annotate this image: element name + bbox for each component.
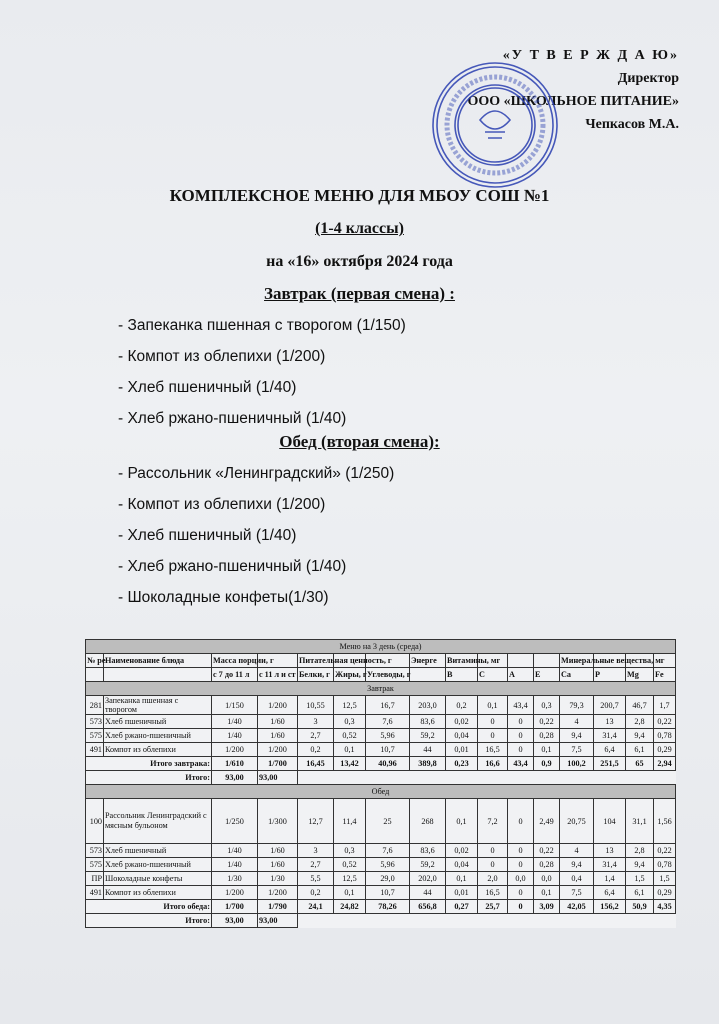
- table-cell: [508, 654, 534, 668]
- table-cell: 0,9: [534, 757, 560, 771]
- table-cell: Ca: [560, 668, 594, 682]
- table-cell: 4: [560, 715, 594, 729]
- table-cell: 29,0: [366, 872, 410, 886]
- table-cell: 1/150: [212, 696, 258, 715]
- table-cell: 0,2: [298, 743, 334, 757]
- table-cell: [410, 668, 446, 682]
- table-cell: 46,7: [626, 696, 654, 715]
- table-cell: 31,4: [594, 858, 626, 872]
- table-cell: 59,2: [410, 729, 446, 743]
- list-item: - Хлеб пшеничный (1/40): [118, 527, 297, 544]
- table-cell: Наименование блюда: [104, 654, 212, 668]
- approval-name: Чепкасов М.А.: [585, 117, 679, 132]
- table-row: [86, 844, 676, 858]
- breakfast-heading: Завтрак (первая смена) :: [264, 284, 455, 303]
- table-cell: 3,09: [534, 900, 560, 914]
- table-cell: с 7 до 11 л: [212, 668, 258, 682]
- table-cell: Итого завтрака:: [86, 757, 212, 771]
- table-cell: 1,7: [654, 696, 676, 715]
- table-cell: 1/40: [212, 844, 258, 858]
- table-cell: 200,7: [594, 696, 626, 715]
- table-cell: 16,5: [478, 743, 508, 757]
- table-cell: Витамины, мг: [446, 654, 478, 668]
- table-cell: 13: [594, 715, 626, 729]
- table-cell: 1,4: [594, 872, 626, 886]
- table-cell: 0,1: [446, 799, 478, 844]
- table-cell: 9,4: [626, 729, 654, 743]
- table-cell: Fe: [654, 668, 676, 682]
- table-cell: 7,5: [560, 886, 594, 900]
- table-cell: 93,00: [258, 914, 298, 928]
- table-cell: 0: [508, 844, 534, 858]
- table-cell: 0,02: [446, 844, 478, 858]
- table-cell: 1/250: [212, 799, 258, 844]
- table-cell: 13,42: [334, 757, 366, 771]
- table-cell: 575: [86, 729, 104, 743]
- table-cell: 0,0: [534, 872, 560, 886]
- table-cell: 2,7: [298, 729, 334, 743]
- table-cell: 12,5: [334, 696, 366, 715]
- table-cell: 59,2: [410, 858, 446, 872]
- table-row: [86, 886, 676, 900]
- table-cell: 0: [508, 729, 534, 743]
- table-cell: 0,29: [654, 886, 676, 900]
- table-cell: 0,3: [334, 715, 366, 729]
- table-row: [86, 743, 676, 757]
- table-cell: 0,52: [334, 858, 366, 872]
- table-cell: 50,9: [626, 900, 654, 914]
- table-cell: 0,1: [534, 886, 560, 900]
- table-cell: 0: [508, 900, 534, 914]
- table-cell: 1,56: [654, 799, 676, 844]
- table-cell: 0,22: [534, 844, 560, 858]
- table-cell: [104, 668, 212, 682]
- table-row: [86, 872, 676, 886]
- table-cell: 1/40: [212, 729, 258, 743]
- table-cell: 10,55: [298, 696, 334, 715]
- table-cell: 0,22: [654, 844, 676, 858]
- table-total-row: [86, 757, 676, 771]
- company-seal-icon: [430, 60, 560, 190]
- table-cell: 3: [298, 844, 334, 858]
- table-caption-row: [86, 640, 676, 654]
- table-cell: B: [446, 668, 478, 682]
- table-cell: A: [508, 668, 534, 682]
- table-cell: 4: [560, 844, 594, 858]
- list-item: - Компот из облепихи (1/200): [118, 348, 326, 365]
- table-cell: 25: [366, 799, 410, 844]
- table-cell: Белки, г: [298, 668, 334, 682]
- table-cell: 1/300: [258, 799, 298, 844]
- table-cell: 0: [478, 715, 508, 729]
- table-cell: 13: [594, 844, 626, 858]
- table-cell: 3: [298, 715, 334, 729]
- table-cell: E: [534, 668, 560, 682]
- table-cell: 12,7: [298, 799, 334, 844]
- table-cell: 6,4: [594, 743, 626, 757]
- table-cell: 1/200: [258, 696, 298, 715]
- table-cell: 0: [478, 844, 508, 858]
- table-cell: 1/30: [258, 872, 298, 886]
- table-cell: 4,35: [654, 900, 676, 914]
- table-cell: 9,4: [626, 858, 654, 872]
- table-cell: 0,22: [654, 715, 676, 729]
- list-item: - Компот из облепихи (1/200): [118, 496, 326, 513]
- table-cell: 20,75: [560, 799, 594, 844]
- table-cell: 16,6: [478, 757, 508, 771]
- table-cell: 7,6: [366, 844, 410, 858]
- table-cell: 0,2: [446, 696, 478, 715]
- table-cell: 0,27: [446, 900, 478, 914]
- table-cell: 0,78: [654, 858, 676, 872]
- approval-heading: «У Т В Е Р Ж Д А Ю»: [502, 48, 679, 63]
- table-cell: Масса порции, г: [212, 654, 258, 668]
- table-cell: 0,0: [508, 872, 534, 886]
- table-cell: 44: [410, 743, 446, 757]
- table-cell: 1/200: [212, 743, 258, 757]
- table-cell: 2,8: [626, 844, 654, 858]
- table-cell: 268: [410, 799, 446, 844]
- lunch-heading: Обед (вторая смена):: [279, 432, 440, 451]
- table-cell: 202,0: [410, 872, 446, 886]
- table-cell: 5,96: [366, 858, 410, 872]
- table-cell: 16,7: [366, 696, 410, 715]
- table-cell: 281: [86, 696, 104, 715]
- table-cell: 40,96: [366, 757, 410, 771]
- table-cell: 1,5: [626, 872, 654, 886]
- table-cell: 1/40: [212, 715, 258, 729]
- table-row: [86, 729, 676, 743]
- table-cell: 251,5: [594, 757, 626, 771]
- table-cell: 0: [508, 715, 534, 729]
- table-cell: Рассольник Ленинградский с мясным бульоном: [104, 799, 212, 844]
- list-item: - Шоколадные конфеты(1/30): [118, 589, 329, 606]
- table-cell: Компот из облепихи: [104, 743, 212, 757]
- table-cell: 1,5: [654, 872, 676, 886]
- table-cell: 31,4: [594, 729, 626, 743]
- table-cell: 0,1: [446, 872, 478, 886]
- table-cell: 31,1: [626, 799, 654, 844]
- table-cell: 9,4: [560, 858, 594, 872]
- table-cell: 2,94: [654, 757, 676, 771]
- list-item: - Хлеб ржано-пшеничный (1/40): [118, 558, 347, 575]
- table-cell: 25,7: [478, 900, 508, 914]
- table-cell: 0,52: [334, 729, 366, 743]
- table-cell: 1/200: [258, 886, 298, 900]
- table-cell: 7,6: [366, 715, 410, 729]
- table-cell: 1/60: [258, 844, 298, 858]
- table-cell: Углеводы, г: [366, 668, 410, 682]
- table-cell: Шоколадные конфеты: [104, 872, 212, 886]
- table-cell: 203,0: [410, 696, 446, 715]
- table-cell: 16,45: [298, 757, 334, 771]
- table-cell: 0,1: [334, 886, 366, 900]
- table-cell: 10,7: [366, 743, 410, 757]
- table-cell: Жиры, г: [334, 668, 366, 682]
- table-total-row: [86, 914, 676, 928]
- table-cell: 1/790: [258, 900, 298, 914]
- table-cell: 0,28: [534, 729, 560, 743]
- table-header-row: [86, 668, 676, 682]
- table-row: [86, 858, 676, 872]
- table-cell: 1/60: [258, 715, 298, 729]
- table-row: [86, 696, 676, 715]
- table-cell: 83,6: [410, 715, 446, 729]
- table-cell: 0: [508, 799, 534, 844]
- table-cell: 0,29: [654, 743, 676, 757]
- list-item: - Хлеб пшеничный (1/40): [118, 379, 297, 396]
- table-cell: 7,2: [478, 799, 508, 844]
- table-cell: 6,1: [626, 743, 654, 757]
- table-cell: 2,0: [478, 872, 508, 886]
- table-cell: Хлеб пшеничный: [104, 715, 212, 729]
- table-cell: Запеканка пшенная с творогом: [104, 696, 212, 715]
- table-cell: 7,5: [560, 743, 594, 757]
- list-item: - Рассольник «Ленинградский» (1/250): [118, 465, 395, 482]
- table-cell: 0,3: [334, 844, 366, 858]
- table-cell: 5,96: [366, 729, 410, 743]
- table-cell: 65: [626, 757, 654, 771]
- table-cell: Обед: [86, 785, 676, 799]
- table-cell: 79,3: [560, 696, 594, 715]
- table-cell: 16,5: [478, 886, 508, 900]
- table-cell: 1/40: [212, 858, 258, 872]
- table-cell: 1/700: [258, 757, 298, 771]
- table-cell: Питательная ценность, г: [298, 654, 334, 668]
- table-cell: 0: [508, 743, 534, 757]
- table-cell: 0: [478, 729, 508, 743]
- table-cell: 0,04: [446, 729, 478, 743]
- table-header-row: [86, 654, 676, 668]
- table-cell: Меню на 3 день (среда): [86, 640, 676, 654]
- section-row: [86, 682, 676, 696]
- table-cell: P: [594, 668, 626, 682]
- table-total-row: [86, 771, 676, 785]
- list-item: - Хлеб ржано-пшеничный (1/40): [118, 410, 347, 427]
- table-cell: 2,7: [298, 858, 334, 872]
- table-cell: 100: [86, 799, 104, 844]
- table-cell: 100,2: [560, 757, 594, 771]
- table-cell: 93,00: [212, 914, 258, 928]
- menu-date: на «16» октября 2024 года: [266, 253, 453, 270]
- table-cell: Энерге: [410, 654, 446, 668]
- table-cell: 24,1: [298, 900, 334, 914]
- table-cell: 491: [86, 886, 104, 900]
- table-cell: 1/700: [212, 900, 258, 914]
- table-cell: 0,04: [446, 858, 478, 872]
- lunch-list: [118, 458, 394, 613]
- table-cell: 0,3: [534, 696, 560, 715]
- table-cell: 9,4: [560, 729, 594, 743]
- table-cell: 2,8: [626, 715, 654, 729]
- table-cell: 0,78: [654, 729, 676, 743]
- table-cell: 0,01: [446, 743, 478, 757]
- table-cell: 24,82: [334, 900, 366, 914]
- table-cell: 104: [594, 799, 626, 844]
- table-cell: 1/200: [258, 743, 298, 757]
- table-row: [86, 799, 676, 844]
- table-cell: 5,5: [298, 872, 334, 886]
- table-cell: 0,01: [446, 886, 478, 900]
- table-cell: 44: [410, 886, 446, 900]
- table-cell: C: [478, 668, 508, 682]
- table-cell: 0: [508, 886, 534, 900]
- table-cell: 389,8: [410, 757, 446, 771]
- table-cell: Итого обеда:: [86, 900, 212, 914]
- table-cell: Итого:: [86, 771, 212, 785]
- table-row: [86, 715, 676, 729]
- table-cell: 11,4: [334, 799, 366, 844]
- table-cell: 78,26: [366, 900, 410, 914]
- table-cell: 83,6: [410, 844, 446, 858]
- table-cell: 0: [478, 858, 508, 872]
- table-cell: 1/60: [258, 858, 298, 872]
- table-cell: 93,00: [212, 771, 258, 785]
- table-cell: 656,8: [410, 900, 446, 914]
- page-title: КОМПЛЕКСНОЕ МЕНЮ ДЛЯ МБОУ СОШ №1: [169, 186, 550, 205]
- table-cell: Mg: [626, 668, 654, 682]
- table-cell: 0,22: [534, 715, 560, 729]
- table-cell: 0,1: [334, 743, 366, 757]
- table-cell: 0,1: [534, 743, 560, 757]
- table-cell: 0,28: [534, 858, 560, 872]
- table-cell: 6,4: [594, 886, 626, 900]
- table-cell: 42,05: [560, 900, 594, 914]
- table-cell: 0,23: [446, 757, 478, 771]
- table-cell: 1/30: [212, 872, 258, 886]
- approval-company: ООО «ШКОЛЬНОЕ ПИТАНИЕ»: [467, 94, 679, 109]
- table-cell: 0,02: [446, 715, 478, 729]
- table-cell: 10,7: [366, 886, 410, 900]
- table-cell: 0,1: [478, 696, 508, 715]
- table-cell: 2,49: [534, 799, 560, 844]
- table-cell: [534, 654, 560, 668]
- table-cell: 573: [86, 715, 104, 729]
- approval-position: Директор: [617, 71, 679, 86]
- table-cell: 0,4: [560, 872, 594, 886]
- table-cell: 93,00: [258, 771, 298, 785]
- section-row: [86, 785, 676, 799]
- table-cell: 575: [86, 858, 104, 872]
- table-cell: Минеральные вещества, мг: [560, 654, 594, 668]
- table-cell: 43,4: [508, 757, 534, 771]
- table-cell: 6,1: [626, 886, 654, 900]
- nutrition-table: [85, 639, 676, 928]
- table-cell: 491: [86, 743, 104, 757]
- table-cell: 1/60: [258, 729, 298, 743]
- table-cell: 156,2: [594, 900, 626, 914]
- table-cell: с 11 л и ст: [258, 668, 298, 682]
- table-cell: ПР: [86, 872, 104, 886]
- table-cell: Компот из облепихи: [104, 886, 212, 900]
- table-cell: 12,5: [334, 872, 366, 886]
- table-cell: 0,2: [298, 886, 334, 900]
- table-total-row: [86, 900, 676, 914]
- list-item: - Запеканка пшенная с творогом (1/150): [118, 317, 406, 334]
- table-cell: Хлеб ржано-пшеничный: [104, 729, 212, 743]
- table-cell: № ре: [86, 654, 104, 668]
- table-cell: Итого:: [86, 914, 212, 928]
- breakfast-list: [118, 310, 406, 434]
- table-cell: 573: [86, 844, 104, 858]
- table-cell: Завтрак: [86, 682, 676, 696]
- table-cell: 1/610: [212, 757, 258, 771]
- grades-subtitle: (1-4 классы): [315, 220, 404, 237]
- table-cell: [86, 668, 104, 682]
- table-cell: 0: [508, 858, 534, 872]
- table-cell: Хлеб пшеничный: [104, 844, 212, 858]
- table-cell: 43,4: [508, 696, 534, 715]
- table-cell: 1/200: [212, 886, 258, 900]
- table-cell: Хлеб ржано-пшеничный: [104, 858, 212, 872]
